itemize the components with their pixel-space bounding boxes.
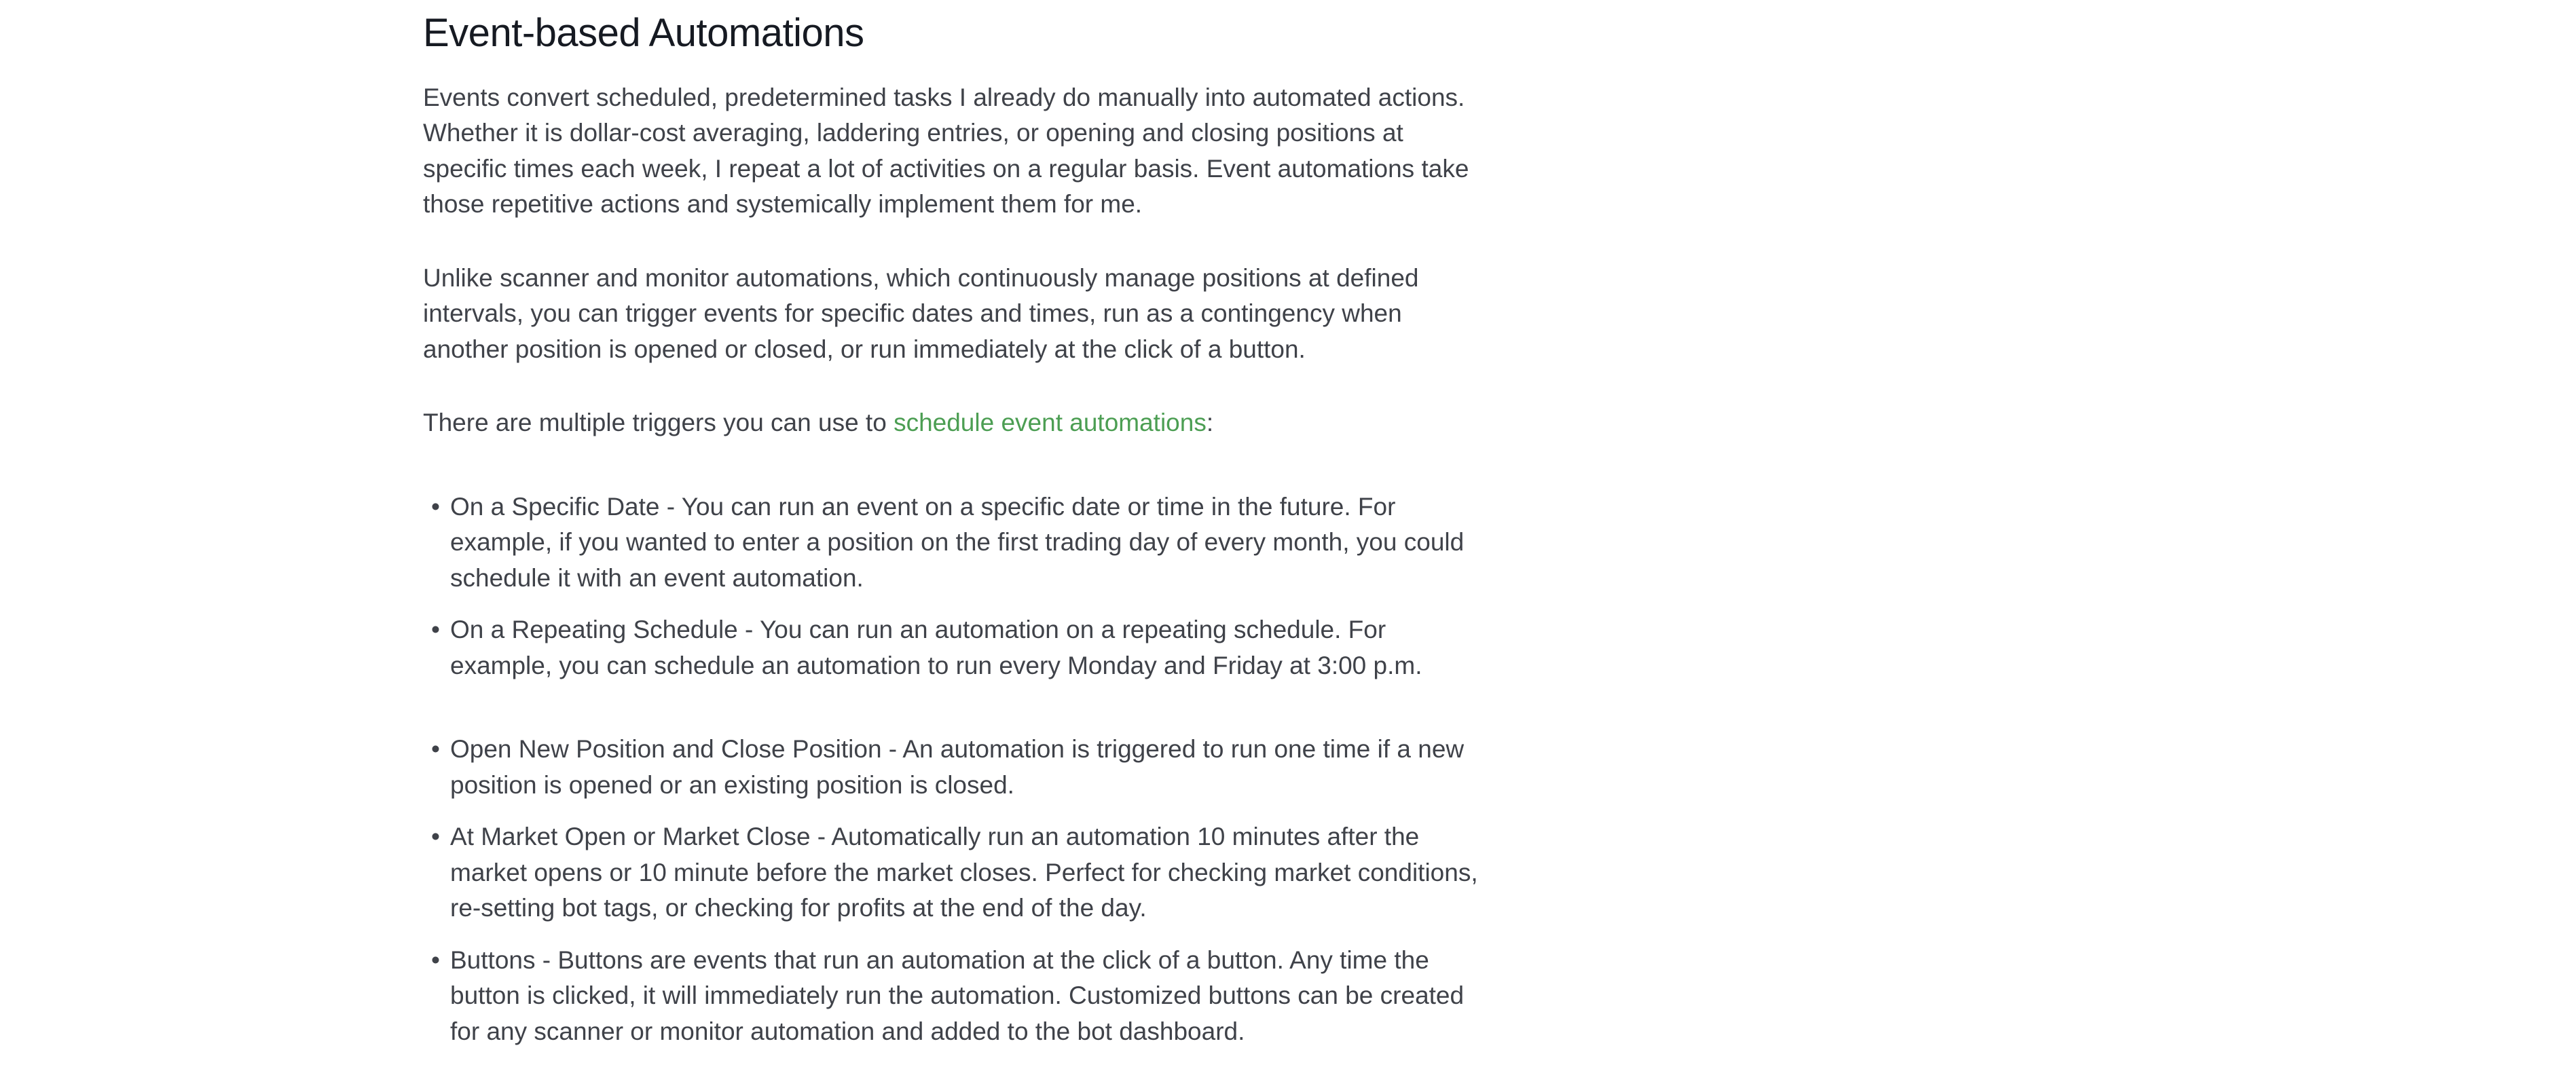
bullet-icon: • — [431, 945, 440, 974]
list-item-text: At Market Open or Market Close - Automatically run an automation 10 minutes after the market opens or 10 minute before the market closes. Perfect for checking market conditions, re-setting bot tags, or checking for profits at the end of the day. — [450, 823, 1478, 922]
list-item — [423, 489, 1490, 597]
list-item-text: Open New Position and Close Position - An automation is triggered to run one time if a new position is opened or an existing position is closed. — [450, 735, 1465, 799]
bullet-icon: • — [431, 735, 440, 764]
list-item-text: On a Repeating Schedule - You can run an automation on a repeating schedule. For example, you can schedule an automation to run every Monday and Friday at 3:00 p.m. — [450, 616, 1422, 679]
list-item — [423, 732, 1490, 803]
bullet-icon: • — [431, 616, 440, 644]
list-item — [423, 819, 1490, 926]
comparison-paragraph: Unlike scanner and monitor automations, which continuously manage positions at defined intervals, you can trigger events for specific dates and times, run as a contingency when another position is opened or closed, or run immediately at the click of a button. — [423, 263, 1419, 363]
bullet-icon: • — [431, 823, 440, 851]
article-title: Event-based Automations — [423, 11, 864, 55]
list-item-text: Buttons - Buttons are events that run an automation at the click of a button. Any time the button is clicked, it will immediately run the automation. Customized buttons can be created for any scanner or monitor automation and added to the bot dashboard. — [450, 945, 1465, 1045]
list-item — [423, 612, 1490, 683]
triggers-intro-paragraph — [423, 405, 1490, 441]
trigger-list-schedule — [423, 489, 1490, 684]
list-item — [423, 943, 1490, 1050]
article — [423, 0, 1490, 1049]
triggers-intro-text: There are multiple triggers you can use to — [423, 409, 894, 437]
triggers-intro-colon: : — [1206, 409, 1214, 437]
list-item-text: On a Specific Date - You can run an event on a specific date or time in the future. For example, if you wanted to enter a position on the first trading day of every month, you could schedule it with an event automation. — [450, 492, 1465, 592]
intro-paragraph: Events convert scheduled, predetermined tasks I already do manually into automated actions. Whether it is dollar-cost averaging, laddering entries, or opening and closing positions at specific times each week, I repeat a lot of activities on a regular basis. Event automations take those repetitive actions and systemically implement them for me. — [423, 83, 1469, 219]
bullet-icon: • — [431, 492, 440, 521]
schedule-event-automations-link[interactable]: schedule event automations — [894, 409, 1207, 437]
trigger-list-events — [423, 732, 1490, 1049]
